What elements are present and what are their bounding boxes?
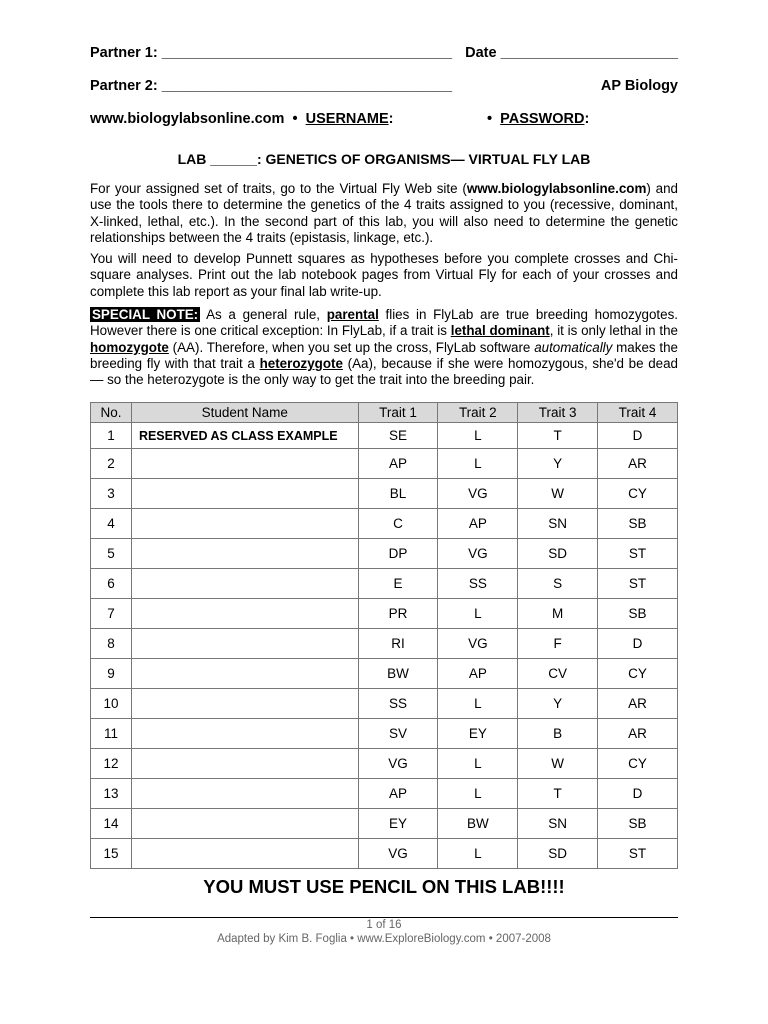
cell-trait-3: S bbox=[518, 569, 598, 599]
partner1-line bbox=[90, 45, 678, 61]
cell-no: 7 bbox=[91, 599, 132, 629]
cell-trait-2: L bbox=[438, 599, 518, 629]
table-row bbox=[91, 659, 678, 689]
cell-trait-1: PR bbox=[358, 599, 438, 629]
cell-trait-3: Y bbox=[518, 689, 598, 719]
cell-trait-2: BW bbox=[438, 809, 518, 839]
cell-trait-4: CY bbox=[598, 749, 678, 779]
partner1-blank: ____________________________________ bbox=[161, 45, 453, 61]
cell-trait-2: AP bbox=[438, 659, 518, 689]
cell-no: 9 bbox=[91, 659, 132, 689]
website-text: www.biologylabsonline.com bbox=[90, 111, 285, 127]
login-line bbox=[90, 111, 678, 127]
note-text-f: (Aa), because if she were homozygous, she'd be dead — so the heterozygote is the only way to get the trait into the breeding pair. bbox=[90, 355, 679, 388]
cell-trait-4: CY bbox=[598, 659, 678, 689]
course-name: AP Biology bbox=[600, 78, 678, 94]
special-note-paragraph bbox=[90, 307, 678, 388]
note-parental: parental bbox=[326, 307, 379, 322]
table-row bbox=[91, 509, 678, 539]
password-group bbox=[487, 111, 589, 127]
cell-trait-4: SB bbox=[598, 509, 678, 539]
cell-student-name[interactable] bbox=[131, 839, 358, 869]
table-row bbox=[91, 719, 678, 749]
punnett-paragraph: You will need to develop Punnett squares as hypotheses before you complete crosses and Chi-square analyses. Print out the lab notebook pages from Virtual Fly for each of your crosses and complete this lab report as your final lab write-up. bbox=[90, 251, 678, 299]
col-header-student-name: Student Name bbox=[131, 403, 358, 423]
cell-trait-2: L bbox=[438, 423, 518, 449]
note-text-a: As a general rule, bbox=[200, 307, 327, 322]
partner2-label: Partner 2: bbox=[90, 78, 158, 94]
cell-trait-2: VG bbox=[438, 479, 518, 509]
cell-student-name[interactable] bbox=[131, 449, 358, 479]
cell-trait-4: ST bbox=[598, 569, 678, 599]
lab-title: LAB ______: GENETICS OF ORGANISMS— VIRTUAL FLY LAB bbox=[177, 151, 591, 167]
cell-trait-4: ST bbox=[598, 839, 678, 869]
cell-trait-2: VG bbox=[438, 539, 518, 569]
cell-trait-1: RI bbox=[358, 629, 438, 659]
cell-trait-2: L bbox=[438, 449, 518, 479]
password-colon: : bbox=[584, 111, 590, 127]
note-lethal-dominant: lethal dominant bbox=[450, 323, 550, 339]
cell-trait-1: AP bbox=[358, 779, 438, 809]
cell-student-name[interactable] bbox=[131, 719, 358, 749]
table-row bbox=[91, 599, 678, 629]
trait-assignment-table bbox=[90, 402, 678, 869]
cell-trait-4: SB bbox=[598, 809, 678, 839]
special-note-label: SPECIAL NOTE: bbox=[92, 307, 199, 322]
note-heterozygote: heterozygote bbox=[259, 355, 343, 371]
cell-trait-3: SN bbox=[518, 809, 598, 839]
cell-student-name[interactable] bbox=[131, 629, 358, 659]
cell-trait-4: AR bbox=[598, 719, 678, 749]
cell-no: 15 bbox=[91, 839, 132, 869]
date-label: Date bbox=[465, 45, 497, 61]
cell-trait-2: L bbox=[438, 689, 518, 719]
cell-student-name[interactable] bbox=[131, 509, 358, 539]
col-header-trait-4: Trait 4 bbox=[598, 403, 678, 423]
footer-divider bbox=[90, 917, 678, 918]
intro-paragraph bbox=[90, 181, 678, 246]
cell-trait-2: L bbox=[438, 779, 518, 809]
table-row bbox=[91, 539, 678, 569]
bullet-1: • bbox=[292, 111, 298, 127]
cell-trait-3: B bbox=[518, 719, 598, 749]
intro-text-b: ) and use the tools there to determine the genetics of the 4 traits assigned to you (recessive, dominant, X-linked, lethal, etc.). In the second part of this lab, you will also need to determine the genetic relationships between the 4 traits (epistasis, linkage, etc.). bbox=[90, 181, 678, 245]
col-header-trait-2: Trait 2 bbox=[438, 403, 518, 423]
note-text-e: makes the breeding fly with that trait a bbox=[90, 339, 678, 371]
table-row bbox=[91, 749, 678, 779]
username-colon: : bbox=[388, 111, 394, 127]
cell-trait-3: Y bbox=[518, 449, 598, 479]
partner1-label: Partner 1: bbox=[90, 45, 158, 61]
cell-trait-2: VG bbox=[438, 629, 518, 659]
table-row bbox=[91, 423, 678, 449]
cell-no: 13 bbox=[91, 779, 132, 809]
cell-student-name[interactable] bbox=[131, 779, 358, 809]
cell-no: 6 bbox=[91, 569, 132, 599]
partner2-blank: ____________________________________ bbox=[161, 78, 453, 94]
footer-credit: Adapted by Kim B. Foglia • www.ExploreBiology.com • 2007-2008 bbox=[217, 933, 551, 945]
table-row bbox=[91, 839, 678, 869]
cell-trait-3: SD bbox=[518, 539, 598, 569]
cell-trait-3: W bbox=[518, 479, 598, 509]
table-row bbox=[91, 689, 678, 719]
cell-no: 11 bbox=[91, 719, 132, 749]
cell-trait-3: T bbox=[518, 779, 598, 809]
cell-trait-1: SS bbox=[358, 689, 438, 719]
col-header-trait-3: Trait 3 bbox=[518, 403, 598, 423]
cell-no: 1 bbox=[91, 423, 132, 449]
cell-trait-4: D bbox=[598, 629, 678, 659]
cell-trait-4: CY bbox=[598, 479, 678, 509]
cell-trait-1: BW bbox=[358, 659, 438, 689]
cell-trait-1: VG bbox=[358, 839, 438, 869]
partner2-line bbox=[90, 78, 678, 94]
cell-student-name[interactable] bbox=[131, 659, 358, 689]
cell-trait-3: CV bbox=[518, 659, 598, 689]
cell-trait-2: L bbox=[438, 839, 518, 869]
note-homozygote: homozygote bbox=[90, 339, 169, 355]
note-automatically: automatically bbox=[534, 339, 613, 355]
cell-trait-1: EY bbox=[358, 809, 438, 839]
cell-student-name[interactable]: RESERVED AS CLASS EXAMPLE bbox=[131, 423, 358, 449]
cell-trait-3: SN bbox=[518, 509, 598, 539]
table-row bbox=[91, 449, 678, 479]
cell-trait-4: AR bbox=[598, 449, 678, 479]
cell-no: 14 bbox=[91, 809, 132, 839]
cell-student-name[interactable] bbox=[131, 539, 358, 569]
cell-student-name[interactable] bbox=[131, 689, 358, 719]
cell-trait-1: DP bbox=[358, 539, 438, 569]
cell-trait-1: VG bbox=[358, 749, 438, 779]
col-header-no: No. bbox=[91, 403, 132, 423]
cell-trait-2: EY bbox=[438, 719, 518, 749]
cell-trait-3: M bbox=[518, 599, 598, 629]
cell-student-name[interactable] bbox=[131, 749, 358, 779]
cell-trait-4: D bbox=[598, 779, 678, 809]
cell-student-name[interactable] bbox=[131, 809, 358, 839]
note-text-c: , it is only lethal in the bbox=[549, 323, 678, 339]
cell-no: 2 bbox=[91, 449, 132, 479]
cell-trait-1: AP bbox=[358, 449, 438, 479]
intro-text-a: For your assigned set of traits, go to the Virtual Fly Web site ( bbox=[90, 181, 467, 196]
cell-trait-1: BL bbox=[358, 479, 438, 509]
cell-trait-4: ST bbox=[598, 539, 678, 569]
table-row bbox=[91, 809, 678, 839]
date-blank: ______________________ bbox=[500, 45, 678, 61]
cell-trait-1: C bbox=[358, 509, 438, 539]
table-row bbox=[91, 779, 678, 809]
table-row bbox=[91, 629, 678, 659]
username-label: USERNAME bbox=[305, 111, 389, 127]
cell-no: 12 bbox=[91, 749, 132, 779]
cell-student-name[interactable] bbox=[131, 479, 358, 509]
cell-no: 8 bbox=[91, 629, 132, 659]
cell-trait-4: AR bbox=[598, 689, 678, 719]
cell-student-name[interactable] bbox=[131, 599, 358, 629]
cell-trait-1: E bbox=[358, 569, 438, 599]
intro-website: www.biologylabsonline.com bbox=[466, 181, 647, 196]
note-text-d: (AA). Therefore, when you set up the cross, FlyLab software bbox=[168, 339, 535, 355]
cell-trait-4: D bbox=[598, 423, 678, 449]
cell-no: 4 bbox=[91, 509, 132, 539]
cell-no: 3 bbox=[91, 479, 132, 509]
cell-trait-3: W bbox=[518, 749, 598, 779]
table-header-row bbox=[91, 403, 678, 423]
table-row bbox=[91, 479, 678, 509]
cell-trait-4: SB bbox=[598, 599, 678, 629]
table-row bbox=[91, 569, 678, 599]
cell-trait-3: F bbox=[518, 629, 598, 659]
cell-student-name[interactable] bbox=[131, 569, 358, 599]
page-number: 1 of 16 bbox=[366, 919, 402, 931]
cell-trait-2: AP bbox=[438, 509, 518, 539]
cell-trait-2: SS bbox=[438, 569, 518, 599]
note-text-b: flies in FlyLab are true breeding homozygotes. However there is one critical exception: In FlyLab, if a trait is bbox=[90, 307, 679, 339]
col-header-trait-1: Trait 1 bbox=[358, 403, 438, 423]
cell-trait-2: L bbox=[438, 749, 518, 779]
cell-trait-3: T bbox=[518, 423, 598, 449]
pencil-warning: YOU MUST USE PENCIL ON THIS LAB!!!! bbox=[203, 876, 565, 897]
cell-trait-1: SE bbox=[358, 423, 438, 449]
cell-no: 5 bbox=[91, 539, 132, 569]
cell-trait-3: SD bbox=[518, 839, 598, 869]
bullet-2: • bbox=[487, 111, 493, 127]
password-label: PASSWORD bbox=[500, 111, 585, 127]
cell-no: 10 bbox=[91, 689, 132, 719]
cell-trait-1: SV bbox=[358, 719, 438, 749]
